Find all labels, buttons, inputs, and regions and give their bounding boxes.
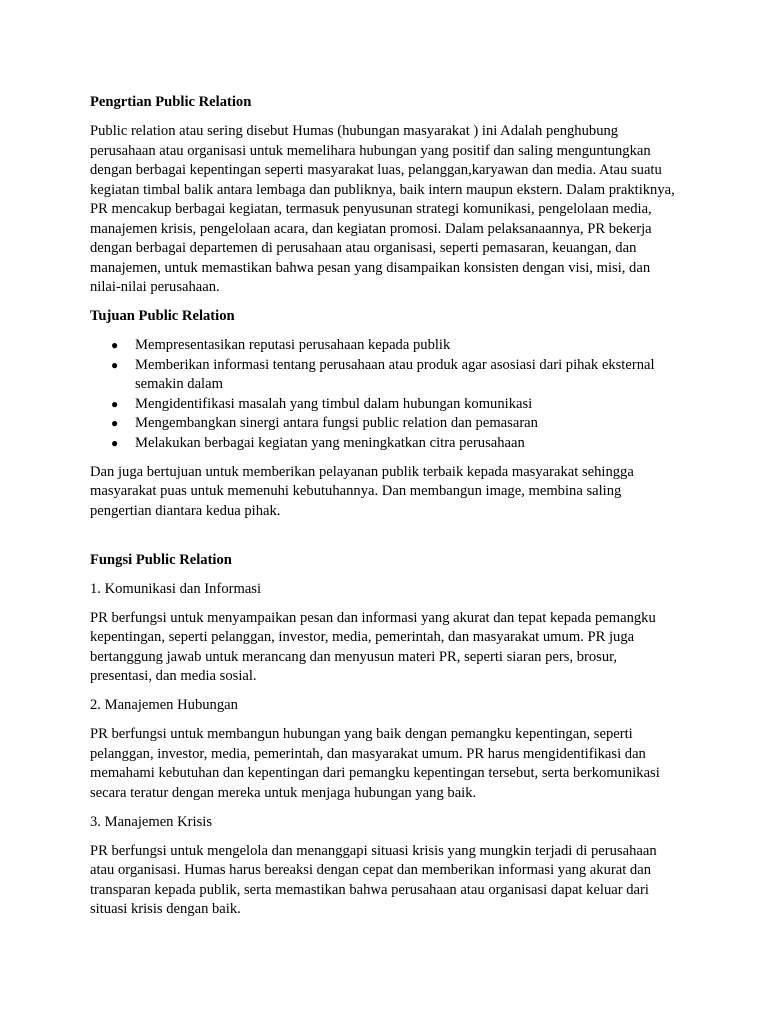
document-page (90, 93, 680, 929)
bullet-icon: ● (111, 435, 119, 450)
paragraph-pengertian: Public relation atau sering disebut Humas (hubungan masyarakat ) ini Adalah penghubung perusahaan atau organisasi untuk memelihara hubungan yang positif dan saling menguntungkan dengan berbagai kepentingan seperti masyarakat luas, pelanggan,karyawan dan media. Atau suatu kegiatan timbal balik antara lembaga dan publiknya, baik intern maupun ekstern. Dalam praktiknya, PR mencakup berbagai kegiatan, termasuk penyusunan strategi komunikasi, pengelolaan media, manajemen krisis, pengelolaan acara, dan kegiatan promosi. Dalam pelaksanaannya, PR bekerja dengan berbagai departemen di perusahaan atau organisasi, seperti pemasaran, keuangan, dan manajemen, untuk memastikan bahwa pesan yang disampaikan konsisten dengan visi, misi, dan nilai-nilai perusahaan. (90, 123, 675, 295)
fungsi-1-text: PR berfungsi untuk menyampaikan pesan dan informasi yang akurat dan tepat kepada pemangku kepentingan, seperti pelanggan, investor, media, pemerintah, dan masyarakat umum. PR juga bertanggung jawab untuk merancang dan menyusun materi PR, seperti siaran pers, brosur, presentasi, dan media sosial. (90, 609, 656, 684)
fungsi-1-title: 1. Komunikasi dan Informasi (90, 580, 262, 597)
list-item-text: Mengidentifikasi masalah yang timbul dalam hubungan komunikasi (135, 395, 533, 412)
fungsi-2-title: 2. Manajemen Hubungan (90, 697, 238, 713)
list-item (90, 395, 680, 415)
fungsi-3-title: 3. Manajemen Krisis (90, 813, 212, 830)
list-item (90, 356, 680, 395)
tujuan-list (90, 336, 680, 453)
fungsi-3-text: PR berfungsi untuk mengelola dan menanggapi situasi krisis yang mungkin terjadi di perusahaan atau organisasi. Humas harus bereaksi dengan cepat dan memberikan informasi yang akurat dan transparan kepada publik, serta memastikan bahwa perusahaan atau organisasi dapat keluar dari situasi krisis dengan baik. (90, 842, 657, 917)
bullet-icon: ● (111, 416, 119, 430)
fungsi-2-text: PR berfungsi untuk membangun hubungan yang baik dengan pemangku kepentingan, seperti pelanggan, investor, media, pemerintah, dan masyarakat umum. PR harus mengidentifikasi dan memahami kebutuhan dan kepentingan dari pemangku kepentingan tersebut, serta berkomunikasi secara teratur dengan mereka untuk menjaga hubungan yang baik. (90, 726, 660, 801)
paragraph-tujuan: Dan juga bertujuan untuk memberikan pelayanan publik terbaik kepada masyarakat sehingga masyarakat puas untuk memenuhi kebutuhannya. Dan membangun image, membina saling pengertian diantara kedua pihak. (90, 463, 634, 519)
heading-pengertian: Pengrtian Public Relation (90, 94, 252, 110)
heading-fungsi: Fungsi Public Relation (90, 551, 232, 568)
list-item-text: Melakukan berbagai kegiatan yang meningkatkan citra perusahaan (135, 434, 525, 451)
list-item (90, 434, 680, 454)
bullet-icon: ● (111, 338, 119, 352)
list-item (90, 336, 680, 356)
blank-line (90, 531, 680, 551)
list-item-text: Memberikan informasi tentang perusahaan atau produk agar asosiasi dari pihak eksternal semakin dalam (135, 356, 655, 392)
bullet-icon: ● (111, 357, 119, 372)
bullet-icon: ● (111, 396, 119, 411)
list-item-text: Mempresentasikan reputasi perusahaan kepada publik (135, 337, 451, 353)
list-item-text: Mengembangkan sinergi antara fungsi public relation dan pemasaran (135, 415, 538, 431)
list-item (90, 414, 680, 434)
heading-tujuan: Tujuan Public Relation (90, 308, 235, 324)
